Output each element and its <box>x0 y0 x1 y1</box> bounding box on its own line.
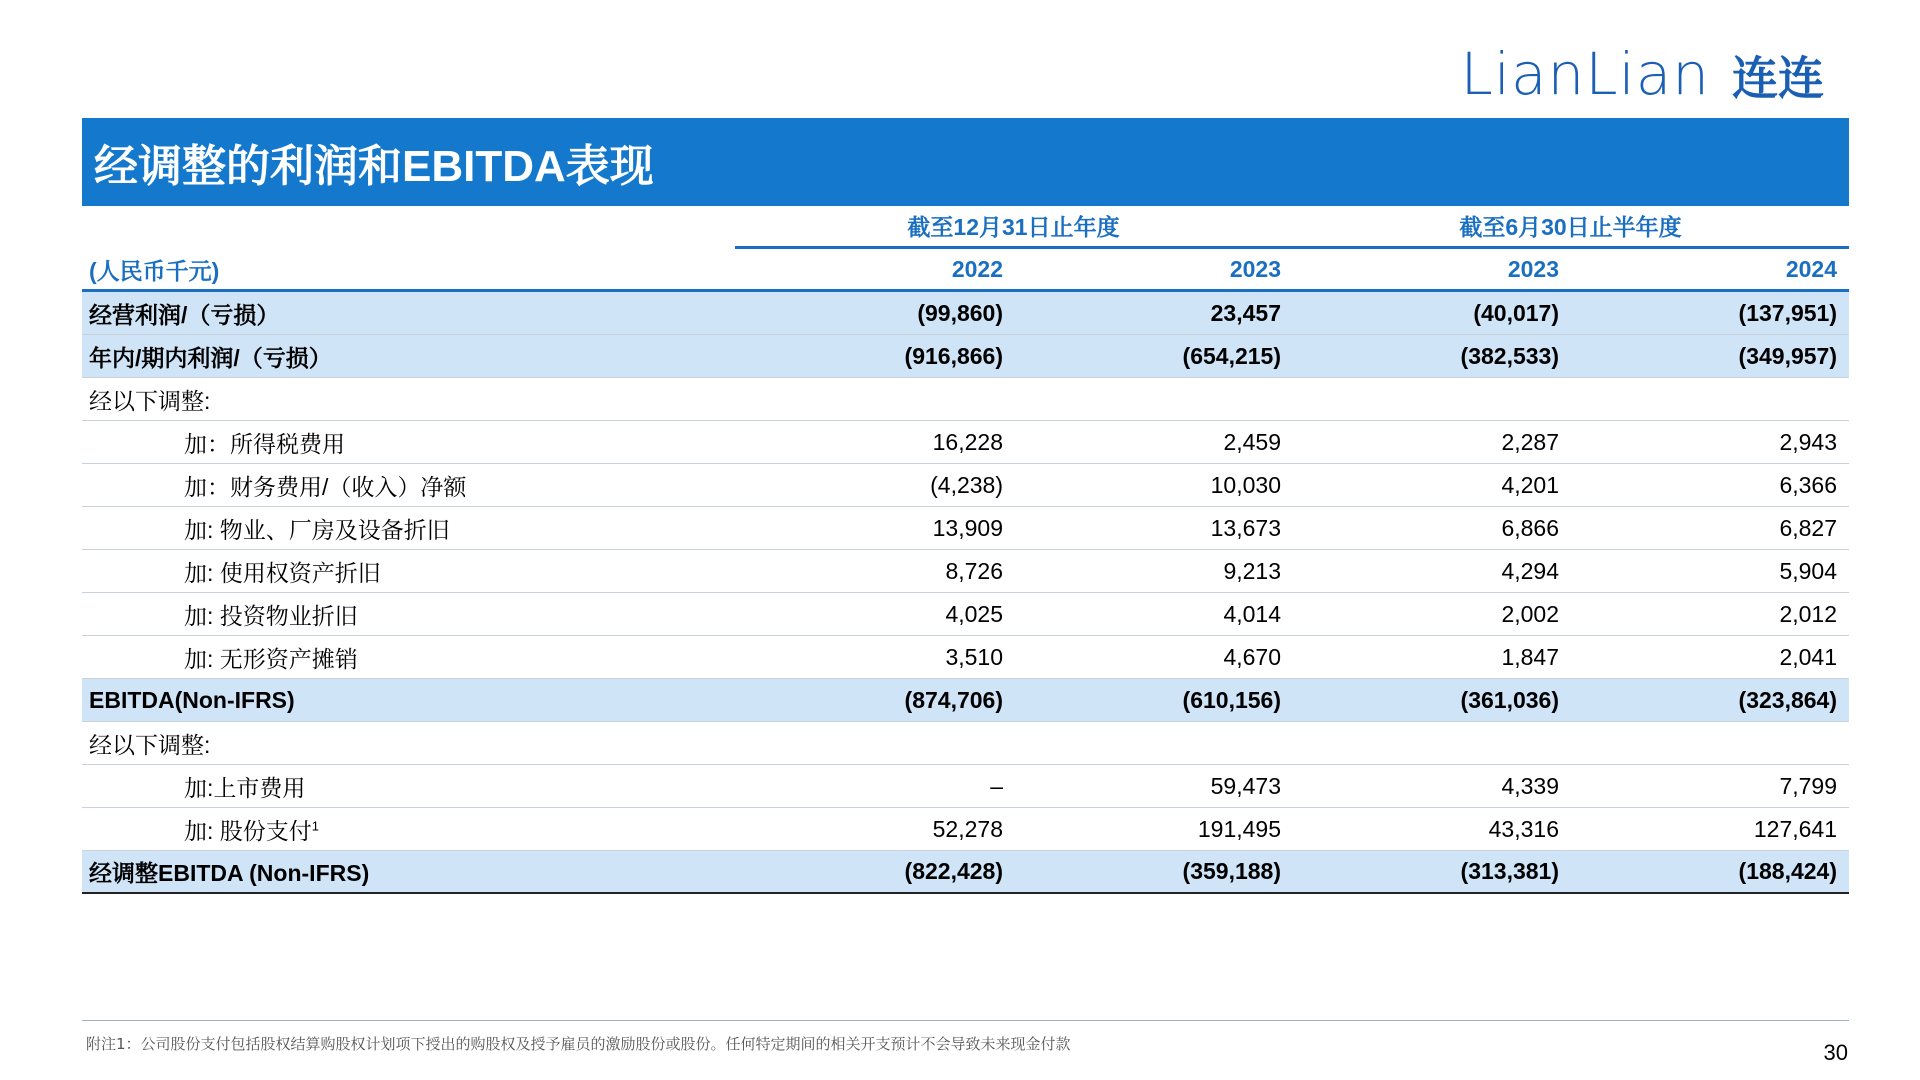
table-row <box>82 464 1849 507</box>
slide-title-bar <box>82 118 1849 206</box>
row-value: (40,017) <box>1473 299 1559 326</box>
row-value: – <box>990 772 1003 799</box>
table-row <box>82 378 1849 421</box>
row-label: 经以下调整: <box>89 387 211 414</box>
row-value: (916,866) <box>904 342 1003 369</box>
row-value: (188,424) <box>1738 858 1837 884</box>
row-value: 8,726 <box>945 557 1003 584</box>
row-value: 127,641 <box>1753 815 1837 842</box>
row-value: (4,238) <box>930 471 1003 498</box>
row-value: (654,215) <box>1182 342 1281 369</box>
row-value: 2,459 <box>1223 428 1281 455</box>
row-label: 加: 物业、厂房及设备折旧 <box>184 516 450 543</box>
row-value: (99,860) <box>917 299 1003 326</box>
row-label: 经营利润/（亏损） <box>89 301 280 328</box>
footnote: 附注1：公司股份支付包括股权结算购股权计划项下授出的购股权及授予雇员的激励股份或股份。任何特定期间的相关开支预计不会导致未来现金付款 <box>86 1035 1071 1053</box>
row-label-with-footnote <box>82 813 735 846</box>
row-value: 13,909 <box>932 514 1003 541</box>
row-value: 4,339 <box>1501 772 1559 799</box>
logo-latin-text: LianLian <box>1460 40 1710 108</box>
unit-label: (人民币千元) <box>89 257 220 284</box>
row-value: (313,381) <box>1460 858 1559 884</box>
row-value: (874,706) <box>904 686 1003 713</box>
table-row <box>82 550 1849 593</box>
year-header: 2024 <box>1785 255 1837 282</box>
row-value: 4,670 <box>1223 643 1281 670</box>
row-value: 6,827 <box>1779 514 1837 541</box>
row-value: 4,201 <box>1501 471 1559 498</box>
year-header: 2023 <box>1507 255 1559 282</box>
row-value: (822,428) <box>904 858 1003 884</box>
page-number: 30 <box>1823 1040 1848 1065</box>
table-row <box>82 679 1849 722</box>
row-value: 6,866 <box>1501 514 1559 541</box>
row-value: 4,294 <box>1501 557 1559 584</box>
row-value: 191,495 <box>1197 815 1281 842</box>
table-row <box>82 765 1849 808</box>
group-header-row <box>82 206 1849 249</box>
group-header-halfyear: 截至6月30日止半年度 <box>1292 206 1849 249</box>
row-value: 1,847 <box>1501 643 1559 670</box>
row-value: (349,957) <box>1738 342 1837 369</box>
group-header-annual: 截至12月31日止年度 <box>735 206 1292 249</box>
table-row <box>82 851 1849 894</box>
row-label: 加：所得税费用 <box>184 430 345 457</box>
table-row <box>82 421 1849 464</box>
year-header: 2023 <box>1229 255 1281 282</box>
row-value: 2,041 <box>1779 643 1837 670</box>
row-value: 4,014 <box>1223 600 1281 627</box>
row-label: 经以下调整: <box>89 731 211 758</box>
row-value: 3,510 <box>945 643 1003 670</box>
row-value: 6,366 <box>1779 471 1837 498</box>
row-value: (137,951) <box>1738 299 1837 326</box>
row-value: 9,213 <box>1223 557 1281 584</box>
row-value: 43,316 <box>1488 815 1559 842</box>
row-label: 经调整EBITDA (Non-IFRS) <box>89 860 370 886</box>
row-label: 加：财务费用/（收入）净额 <box>184 473 467 500</box>
row-value: (359,188) <box>1182 858 1281 884</box>
row-value: (361,036) <box>1460 686 1559 713</box>
row-value: 2,012 <box>1779 600 1837 627</box>
slide-title: 经调整的利润和EBITDA表现 <box>94 142 654 191</box>
row-label: 加: 无形资产摊销 <box>184 645 358 672</box>
year-header: 2022 <box>951 255 1003 282</box>
year-header-row <box>82 249 1849 292</box>
row-value: 5,904 <box>1779 557 1837 584</box>
table-row <box>82 808 1849 851</box>
row-value: (382,533) <box>1460 342 1559 369</box>
row-value: 13,673 <box>1210 514 1281 541</box>
row-value: 23,457 <box>1210 299 1281 326</box>
table-row <box>82 593 1849 636</box>
footnote-marker: 1 <box>311 817 320 833</box>
table-row <box>82 722 1849 765</box>
row-value: (610,156) <box>1182 686 1281 713</box>
row-value: 16,228 <box>932 428 1003 455</box>
row-value: 7,799 <box>1779 772 1837 799</box>
table-row <box>82 636 1849 679</box>
row-label: 加: 股份支付 <box>184 817 312 844</box>
table-row <box>82 507 1849 550</box>
row-value: 52,278 <box>932 815 1003 842</box>
footer-divider <box>82 1020 1849 1021</box>
row-value: 2,287 <box>1501 428 1559 455</box>
financial-table <box>82 206 1849 894</box>
table-row <box>82 335 1849 378</box>
logo-cjk-text: 连连 <box>1732 51 1824 105</box>
row-value: 2,002 <box>1501 600 1559 627</box>
row-value: 4,025 <box>945 600 1003 627</box>
row-value: 2,943 <box>1779 428 1837 455</box>
table-row <box>82 292 1849 335</box>
row-label: 加: 使用权资产折旧 <box>184 559 381 586</box>
row-value: 59,473 <box>1210 772 1281 799</box>
row-label: 加:上市费用 <box>184 774 306 801</box>
row-label: 加: 投资物业折旧 <box>184 602 358 629</box>
row-label: 年内/期内利润/（亏损） <box>89 344 332 371</box>
row-label: EBITDA(Non-IFRS) <box>89 686 295 713</box>
row-value: (323,864) <box>1738 686 1837 713</box>
lianlian-logo <box>1461 40 1824 108</box>
row-value: 10,030 <box>1210 471 1281 498</box>
